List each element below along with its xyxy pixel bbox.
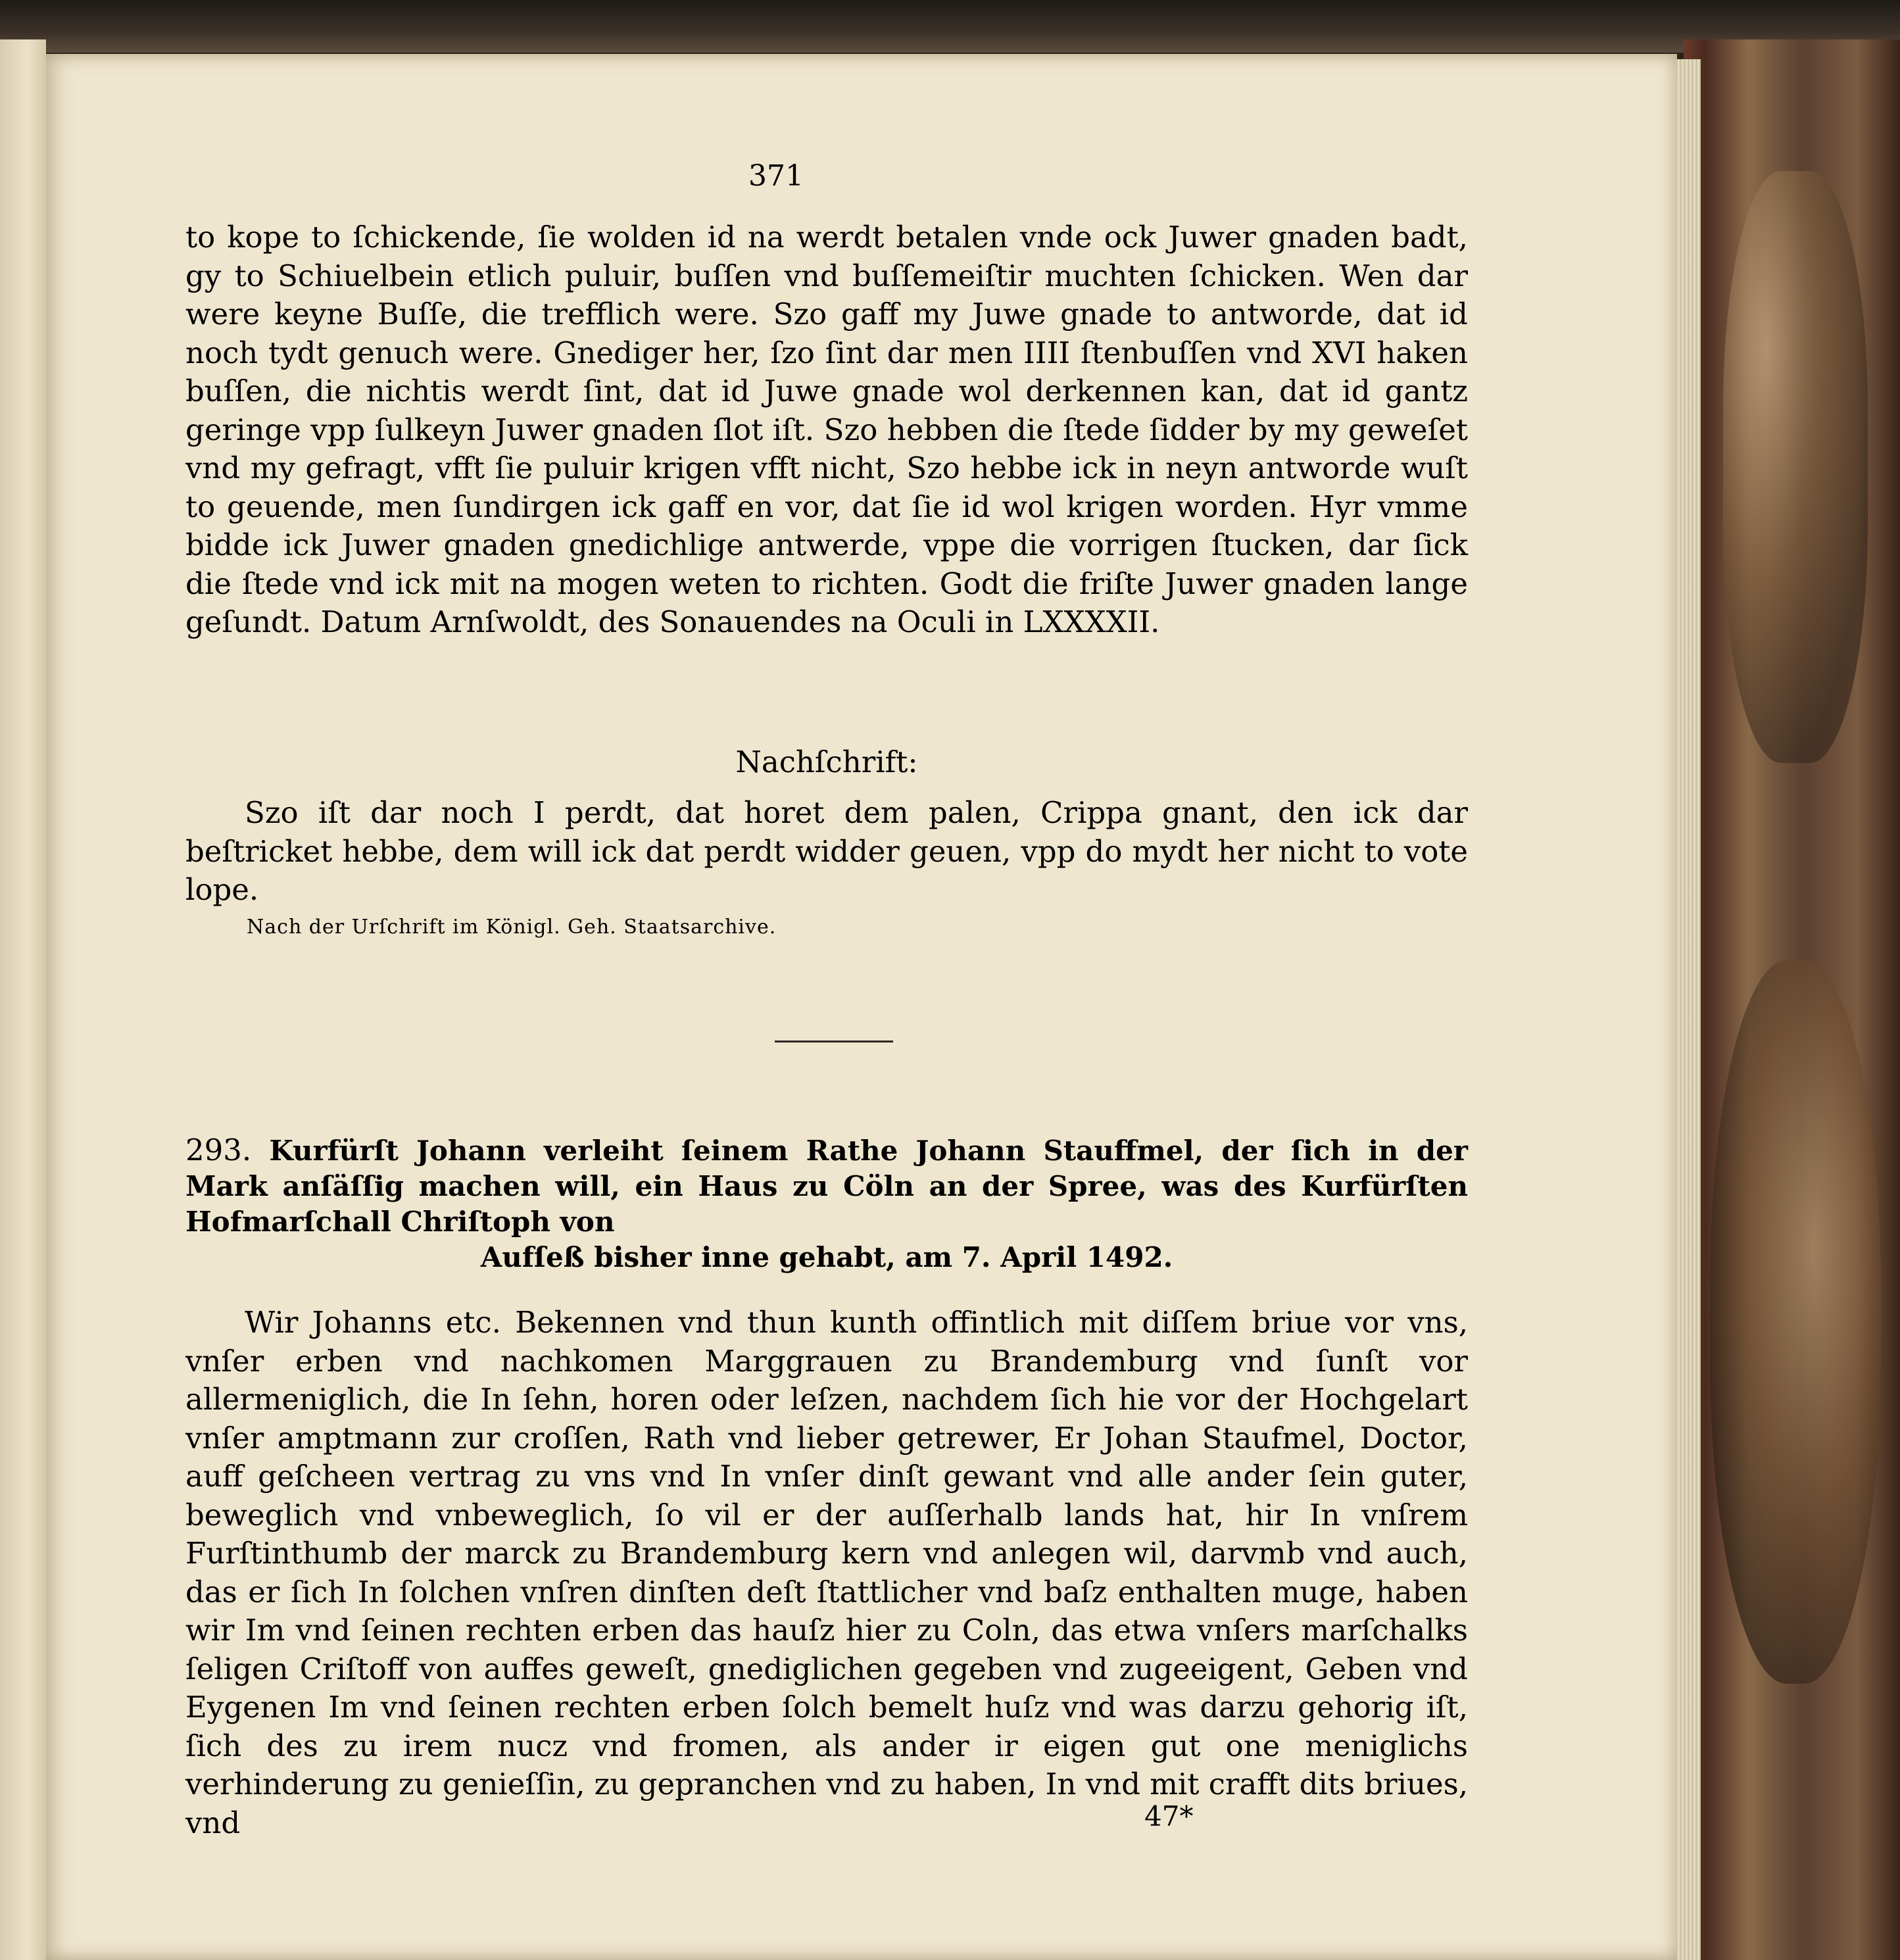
page-stack-edge bbox=[1677, 59, 1701, 1960]
postscript-paragraph: Szo iſt dar noch I perdt, dat horet dem palen, Crippa gnant, den ick dar beſtricket hebbe, dem will ick dat perdt widder geuen, vpp do mydt her nicht to vote lope. bbox=[185, 795, 1468, 907]
section-divider bbox=[775, 1041, 893, 1042]
book-page bbox=[46, 54, 1677, 1960]
document-title bbox=[185, 1133, 1468, 1275]
marbled-cover bbox=[1684, 39, 1900, 1960]
book-top-edge bbox=[0, 0, 1900, 53]
page-number: 371 bbox=[748, 159, 804, 193]
document-title-text: Kurfürſt Johann verleiht ſeinem Rathe Johann Stauffmel, der ſich in der Mark anſäſſig machen will, ein Haus zu Cöln an der Spree, was des Kurfürſten Hofmarſchall Chriſtoph von bbox=[185, 1135, 1468, 1238]
postscript-heading: Nachſchrift: bbox=[735, 745, 918, 779]
left-page-edge bbox=[0, 39, 46, 1960]
charter-paragraph: Wir Johanns etc. Bekennen vnd thun kunth offintlich mit diſſem briue vor vns, vnſer erben vnd nachkomen Marggrauen zu Brandemburg vnd ſunſt vor allermeniglich, die In ſehn, horen oder leſzen, nachdem ſich hie vor der Hochgelart vnſer amptmann zur croſſen, Rath vnd lieber getrewer, Er Johan Staufmel, Doctor, auff geſcheen vertrag zu vns vnd In vnſer dinſt gewant vnd alle ander ſein guter, beweglich vnd vnbeweglich, ſo vil er der auſſerhalb lands hat, hir In vnſrem Furſtinthumb der marck zu Brandemburg kern vnd anlegen wil, darvmb vnd auch, das er ſich In ſolchen vnſren dinſten deſt ſtattlicher vnd baſz enthalten muge, haben wir Im vnd ſeinen rechten erben das hauſz hier zu Coln, das etwa vnſers marſchalks ſeligen Criſtoff von auffes geweſt, gnediglichen gegeben vnd zugeeigent, Geben vnd Eygenen Im vnd ſeinen rechten erben ſolch bemelt huſz vnd was darzu gehorig iſt, ſich des zu irem nucz vnd fromen, als ander ir eigen gut one meniglichs verhinderung zu genieſſin, zu gepranchen vnd zu haben, In vnd mit crafft dits briues, vnd bbox=[185, 1305, 1469, 1840]
document-title-last-line: Aufſeß bisher inne gehabt, am 7. April 1492. bbox=[480, 1241, 1173, 1273]
signature-mark: 47* bbox=[1144, 1800, 1194, 1832]
source-note: Nach der Urſchrift im Königl. Geh. Staatsarchive. bbox=[247, 916, 777, 939]
letter-paragraph: to kope to ſchickende, ſie wolden id na werdt betalen vnde ock Juwer gnaden badt, gy to Schiuelbein etlich puluir, buſſen vnd buſſemeiſtir muchten ſchicken. Wen dar were keyne Buſſe, die trefflich were. Szo gaff my Juwe gnade to antworde, dat id noch tydt genuch were. Gnediger her, ſzo ſint dar men IIII ſtenbuſſen vnd XVI haken buſſen, die nichtis werdt ſint, dat id Juwe gnade wol derkennen kan, dat id gantz geringe vpp ſulkeyn Juwer gnaden ſlot iſt. Szo hebben die ſtede ſidder by my geweſet vnd my gefragt, vfft ſie puluir krigen vfft nicht, Szo hebbe ick in neyn antworde wuſt to geuende, men ſundirgen ick gaff en vor, dat ſie id wol krigen worden. Hyr vmme bidde ick Juwer gnaden gnedichlige antwerde, vppe die vorrigen ſtucken, dar ſick die ſtede vnd ick mit na mogen weten to richten. Godt die friſte Juwer gnaden lange geſundt. Datum Arnſwoldt, des Sonauendes na Oculi in LXXXXII. bbox=[185, 220, 1468, 639]
document-number: 293. bbox=[185, 1133, 252, 1167]
